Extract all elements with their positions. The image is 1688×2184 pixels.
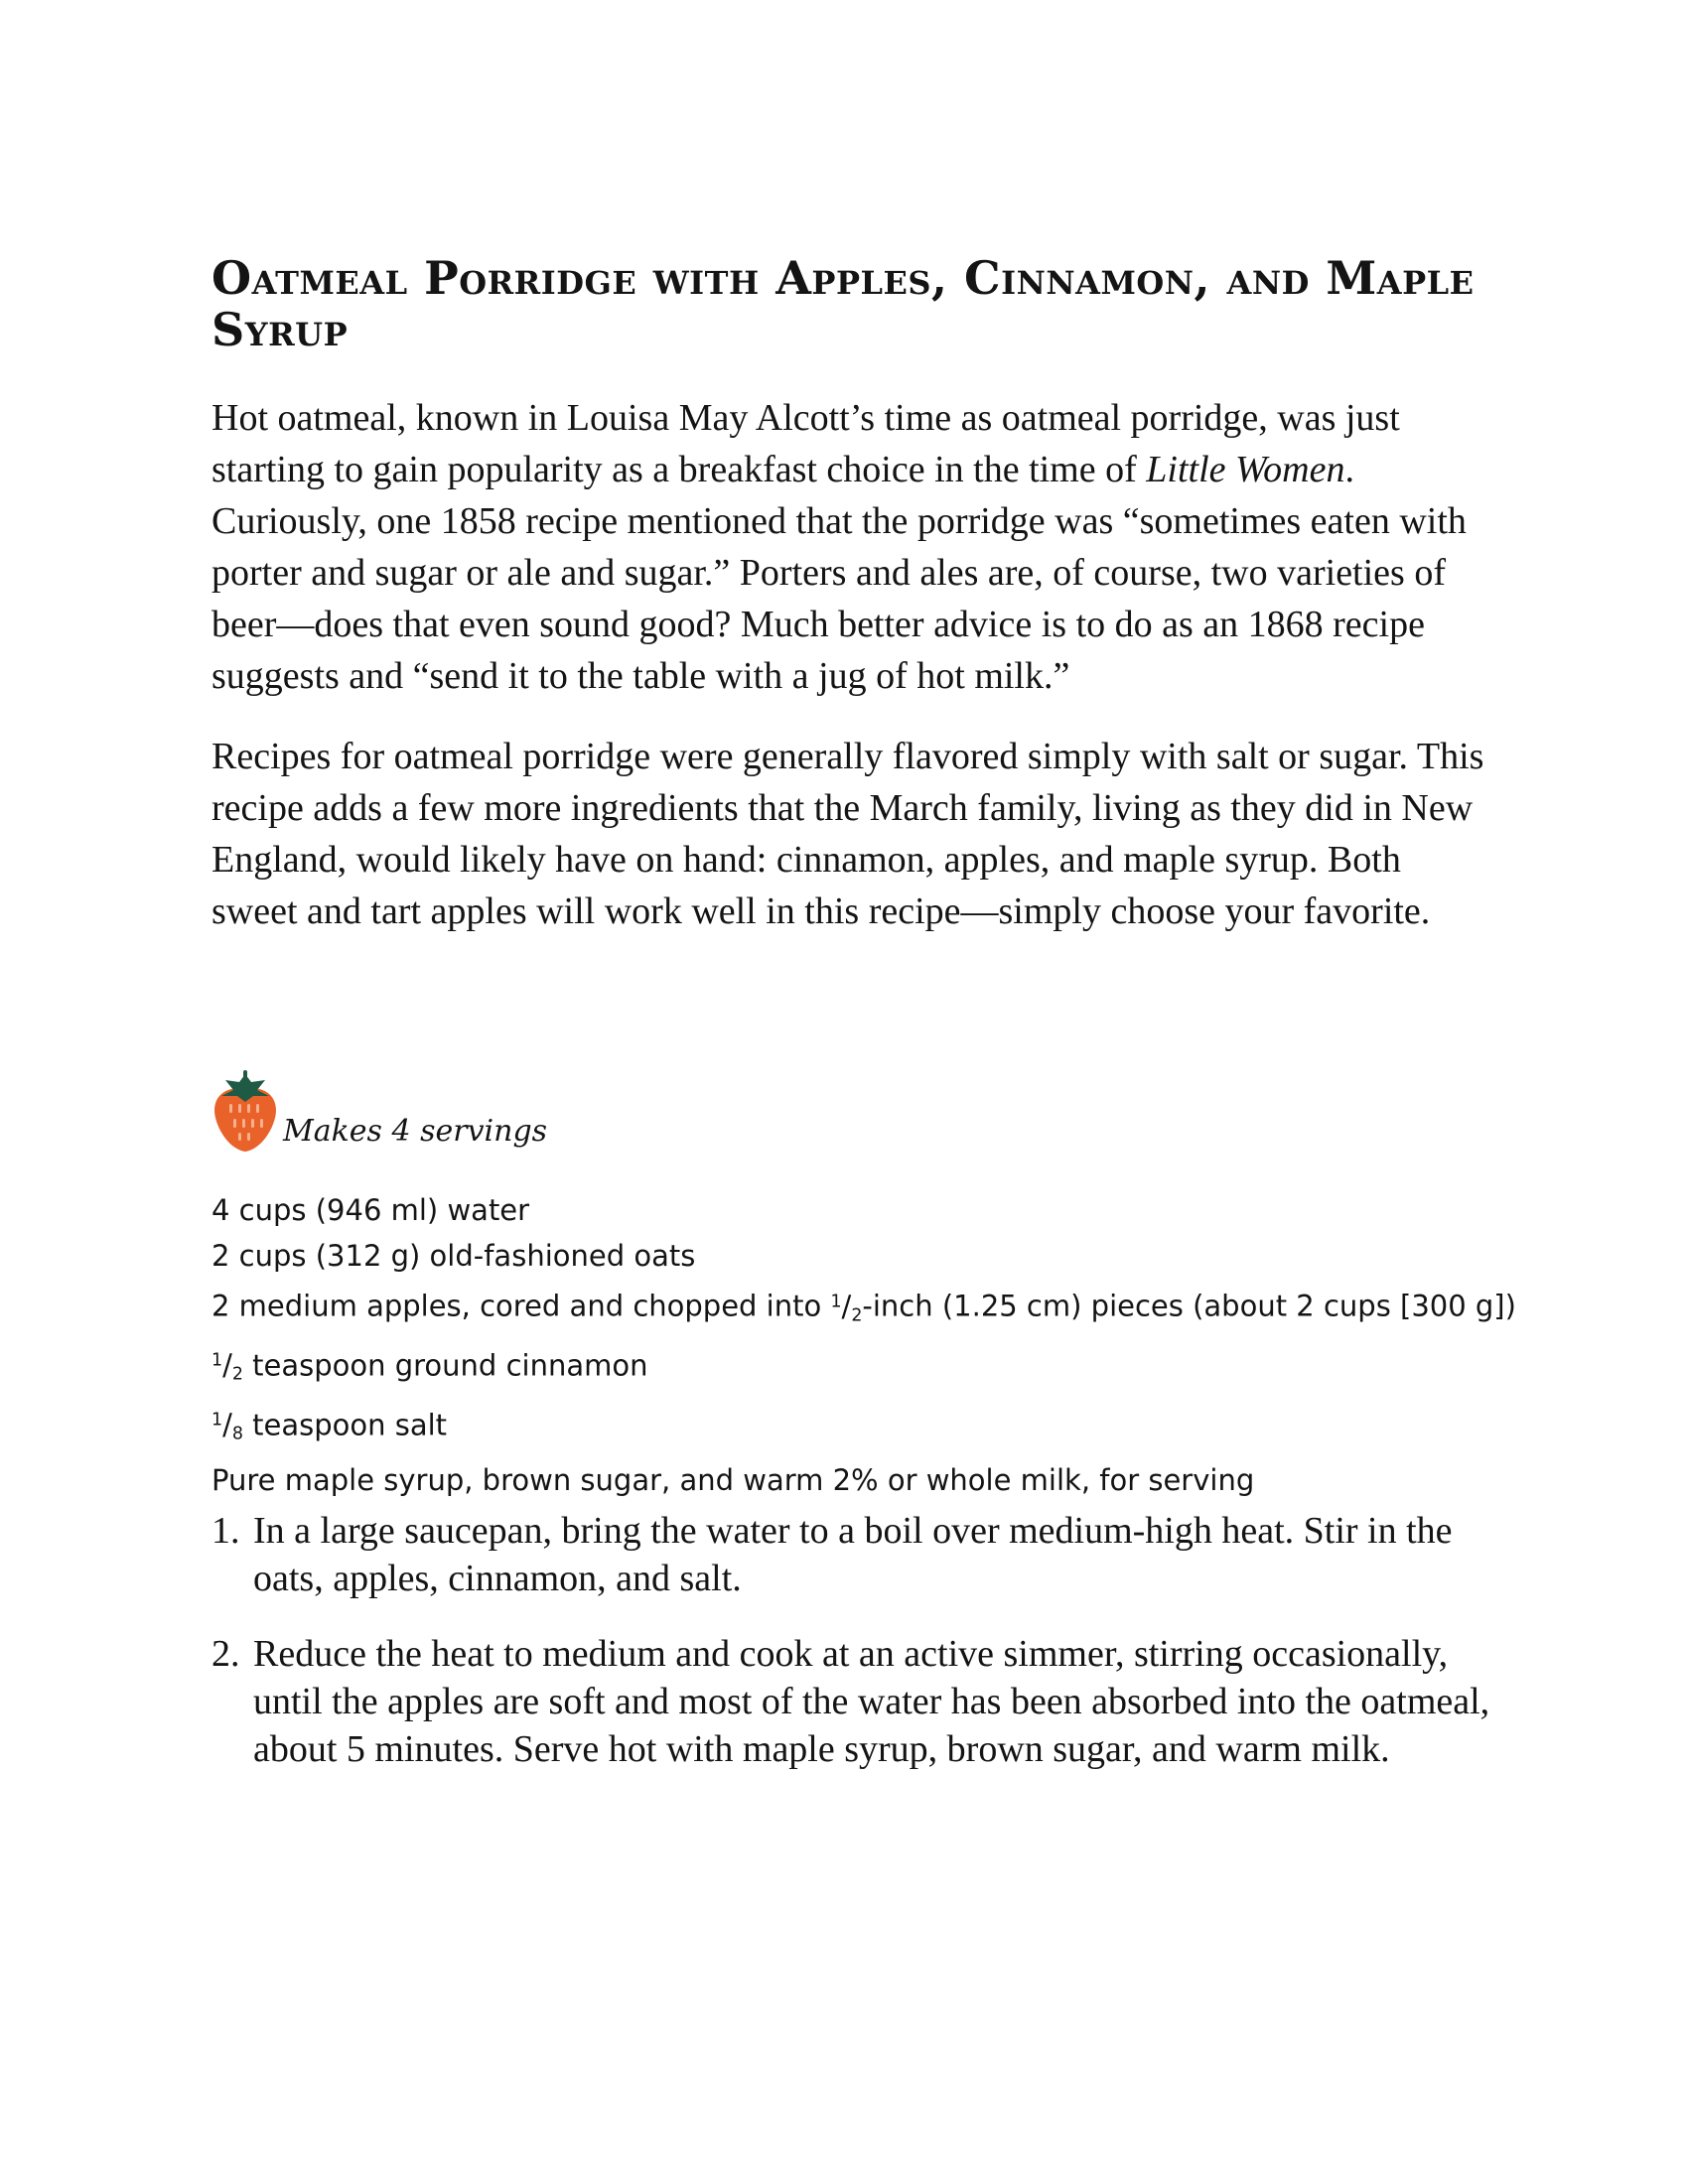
yield-label: Makes 4 servings	[283, 1114, 548, 1149]
intro-section	[211, 392, 1492, 966]
recipe-page	[211, 0, 1516, 2184]
fraction-one-half	[211, 1348, 243, 1385]
fraction-denominator: 8	[231, 1424, 243, 1444]
intro-p1-text-start: Hot oatmeal, known in Louisa May Alcott’s time as oatmeal porridge, was just starting to gain popularity as a breakfast choice in the time of	[211, 397, 1400, 490]
ingredient-salt	[211, 1398, 1492, 1457]
ingredient-apples	[211, 1279, 1516, 1338]
fraction-numerator: 1	[211, 1410, 223, 1431]
ingredient-cinnamon	[211, 1338, 1492, 1398]
step-text: Reduce the heat to medium and cook at an active simmer, stirring occasionally, until the apples are soft and most of the water has been absorbed into the oatmeal, about 5 minutes. Serve hot with maple syrup, brown sugar, and warm milk.	[253, 1633, 1490, 1770]
ingredient-water: 4 cups (946 ml) water	[211, 1193, 530, 1227]
yield-row	[211, 1070, 907, 1160]
fraction-numerator: 1	[830, 1292, 842, 1311]
step-number: 2.	[211, 1633, 240, 1675]
step-number: 1.	[211, 1510, 240, 1552]
recipe-title: Oatmeal Porridge with Apples, Cinnamon, and Maple Syrup	[211, 251, 1475, 356]
fraction-slash: /	[841, 1289, 852, 1323]
ingredient-oats: 2 cups (312 g) old-fashioned oats	[211, 1239, 696, 1273]
fraction-denominator: 2	[851, 1304, 863, 1325]
step-item	[211, 1630, 1492, 1773]
step-item	[211, 1507, 1492, 1602]
book-title-little-women: Little Women	[1146, 449, 1345, 490]
step-text: In a large saucepan, bring the water to a boil over medium-high heat. Stir in the oats, apples, cinnamon, and salt.	[253, 1510, 1453, 1599]
fraction-numerator: 1	[211, 1350, 223, 1371]
intro-paragraph-2: Recipes for oatmeal porridge were generally flavored simply with salt or sugar. This recipe adds a few more ingredients that the March family, living as they did in New England, would likely have on hand: cinnamon, apples, and maple syrup. Both sweet and tart apples will work well in this recipe—simply choose your favorite.	[211, 736, 1484, 932]
ingredient-cinnamon-text: teaspoon ground cinnamon	[242, 1348, 648, 1383]
intro-p1-text-end: . Curiously, one 1858 recipe mentioned that the porridge was “sometimes eaten with porter and sugar or ale and sugar.” Porters and ales are, of course, two varieties of beer—does that even sound good? Much better advice is to do as an 1868 recipe suggests and “send it to the table with a jug of hot milk.”	[211, 449, 1467, 697]
fraction-one-eighth	[211, 1408, 243, 1444]
ingredient-apples-end: -inch (1.25 cm) pieces (about 2 cups [300 g])	[862, 1289, 1516, 1323]
fraction-one-half	[830, 1290, 862, 1323]
fraction-slash: /	[222, 1348, 232, 1383]
fraction-slash: /	[222, 1408, 232, 1442]
fraction-denominator: 2	[231, 1364, 243, 1385]
ingredient-list	[211, 1187, 1516, 1503]
ingredient-serving: Pure maple syrup, brown sugar, and warm 2% or whole milk, for serving	[211, 1462, 1255, 1497]
instruction-steps	[211, 1507, 1492, 1801]
strawberry-icon	[211, 1070, 279, 1154]
intro-paragraph-1	[211, 392, 1492, 702]
ingredient-salt-text: teaspoon salt	[242, 1408, 448, 1442]
ingredient-apples-start: 2 medium apples, cored and chopped into	[211, 1289, 831, 1323]
